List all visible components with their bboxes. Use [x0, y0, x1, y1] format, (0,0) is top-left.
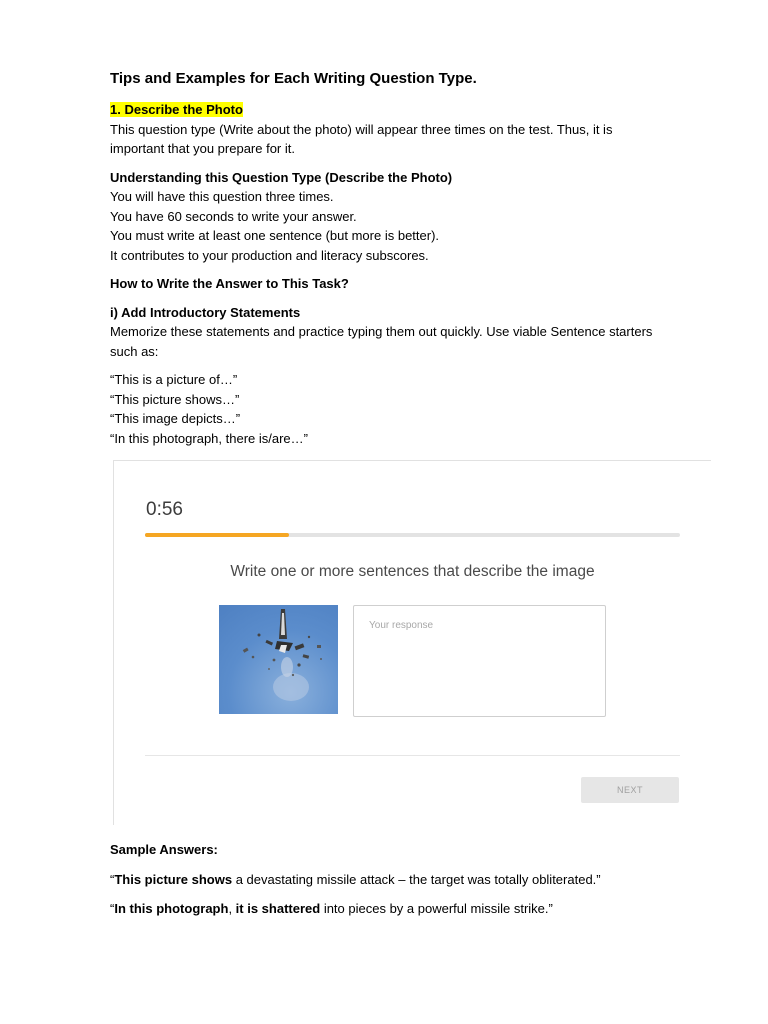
sample-answers-heading: Sample Answers:: [110, 842, 218, 857]
question-photo: [219, 605, 338, 714]
quote-mark: “: [110, 871, 115, 887]
point-item: You have 60 seconds to write your answer.: [110, 208, 357, 224]
response-textarea[interactable]: [353, 605, 606, 717]
countdown-timer: 0:56: [146, 499, 183, 520]
question-prompt: Write one or more sentences that describe the image: [230, 563, 595, 580]
document-body: [110, 68, 720, 448]
intro-line-2: important that you prepare for it.: [110, 141, 295, 156]
quote-mark: “: [110, 901, 115, 916]
sentence-starter: “This is a picture of…”: [110, 372, 238, 387]
sample-answer-1: [110, 870, 730, 890]
how-to-heading: How to Write the Answer to This Task?: [110, 276, 349, 291]
document-title: Tips and Examples for Each Writing Question Type.: [110, 70, 477, 87]
sample-answers: [110, 840, 730, 929]
sentence-starter: “This image depicts…”: [110, 411, 241, 426]
sample-answer-2-comma: ,: [228, 901, 236, 916]
sample-answer-2-starter: In this photograph: [114, 901, 229, 916]
next-button[interactable]: NEXT: [581, 777, 679, 803]
sentence-starter: “In this photograph, there is/are…”: [110, 430, 308, 446]
point-item: You will have this question three times.: [110, 189, 334, 204]
section-heading-describe-photo: 1. Describe the Photo: [110, 102, 243, 117]
test-question-screenshot: [113, 460, 711, 825]
memorize-line-2: such as:: [110, 343, 159, 359]
time-progress-bar: [145, 533, 680, 537]
sample-answer-2-text: into pieces by a powerful missile strike.”: [320, 901, 553, 916]
divider: [145, 755, 680, 756]
introductory-statements-heading: i) Add Introductory Statements: [110, 304, 301, 320]
point-item: You must write at least one sentence (but more is better).: [110, 228, 440, 243]
intro-line-1: This question type (Write about the photo) will appear three times on the test. Thus, it is: [110, 121, 613, 137]
sample-answer-2-emphasis: it is shattered: [235, 901, 321, 916]
understanding-heading: Understanding this Question Type (Describe the Photo): [110, 169, 453, 185]
sample-answer-1-starter: This picture shows: [114, 871, 233, 887]
sample-answer-2: [110, 899, 730, 919]
response-placeholder: Your response: [369, 620, 434, 631]
sample-answer-1-text: a devastating missile attack – the target was totally obliterated.”: [232, 871, 601, 887]
point-item: It contributes to your production and literacy subscores.: [110, 247, 429, 263]
sentence-starter: “This picture shows…”: [110, 391, 240, 407]
missile-explosion-image: [219, 605, 338, 714]
memorize-line-1: Memorize these statements and practice typing them out quickly. Use viable Sentence starters: [110, 324, 653, 339]
time-progress-fill: [145, 533, 289, 537]
